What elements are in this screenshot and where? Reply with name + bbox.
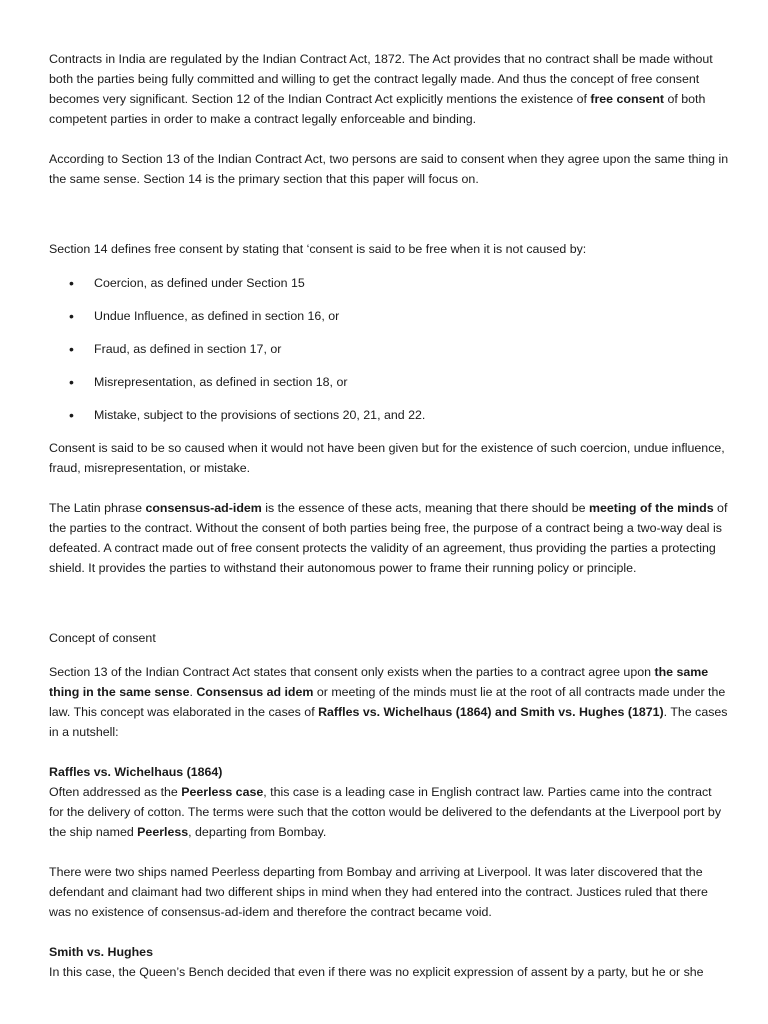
list-item-text: Fraud, as defined in section 17, or [94,342,282,356]
bold-text: free consent [590,92,665,106]
paragraph-section-14: Section 14 defines free consent by stating that ‘consent is said to be free when it is not caused by: [49,242,587,256]
paragraph-text: . [189,685,197,699]
list-item-text: Coercion, as defined under Section 15 [94,276,305,290]
bold-text: Consensus ad idem [196,685,314,699]
paragraph-text: , departing from Bombay. [188,825,327,839]
paragraph-text: of the parties to the contract. Without the consent of both parties being free, the purpose of a contract being a two-way deal is defeated. A contract made out of free consent protects the validity of an agreement, thus providing the parties a protecting shield. It provides the parties to withstand their autonomous power to frame their running policy or principle. [49,501,728,575]
case-title-raffles [49,762,729,782]
heading-concept-of-consent: Concept of consent [49,631,156,645]
bullet-icon: • [69,374,74,390]
bullet-icon: • [69,308,74,324]
list-item-text: Misrepresentation, as defined in section 18, or [94,375,348,389]
paragraph-text: is the essence of these acts, meaning that there should be [261,501,589,515]
bullet-icon: • [69,275,74,291]
list-item-text: Mistake, subject to the provisions of sections 20, 21, and 22. [94,408,426,422]
paragraph-text: Contracts in India are regulated by the Indian Contract Act, 1872. The Act provides that no contract shall be made without both the parties being fully committed and willing to get the contract legally made. And thus the concept of free consent becomes very significant. Section 12 of the Indian Contract Act explicitly mentions the existence of [49,52,713,106]
bold-text: the same thing in the same sense [49,665,709,699]
spacer [49,259,729,273]
bold-text: Raffles vs. Wichelhaus (1864) and Smith vs. Hughes (1871) [318,705,664,719]
paragraph-section-13: According to Section 13 of the Indian Contract Act, two persons are said to consent when they agree upon the same thing in the same sense. Section 14 is the primary section that this paper will focus on. [49,152,729,186]
paragraph-text: The Latin phrase [49,501,146,515]
paragraph-text: Often addressed as the [49,785,182,799]
case-title-smith [49,942,729,962]
bold-text: Peerless case [181,785,264,799]
spacer [49,922,729,942]
list-item [49,339,729,359]
paragraph-text: , this case is a leading case in English contract law. Parties came into the contract for the delivery of cotton. The terms were such that the cotton would be delivered to the defendants at the Liverpool port by the ship named [49,785,722,839]
paragraph-smith: In this case, the Queen’s Bench decided that even if there was no explicit expression of assent by a party, but he or she [49,965,704,979]
spacer [49,129,729,149]
list-item [49,273,729,293]
bold-text: Raffles vs. Wichelhaus (1864) [49,765,223,779]
bullet-icon: • [69,407,74,423]
bullet-icon: • [69,341,74,357]
paragraph-intro [49,49,729,129]
paragraph-text: or meeting of the minds must lie at the root of all contracts made under the law. This concept was elaborated in the cases of [49,685,726,719]
paragraph-text: . The cases in a nutshell: [49,705,728,739]
list-item [49,306,729,326]
bullet-list [49,273,729,425]
paragraph-raffles [49,782,729,842]
list-item-text: Undue Influence, as defined in section 16, or [94,309,340,323]
paragraph-two-ships: There were two ships named Peerless departing from Bombay and arriving at Liverpool. It was later discovered that the defendant and claimant had two different ships in mind when they had entered into the contract. Justices ruled that there was no existence of consensus-ad-idem and therefore the contract became void. [49,865,708,919]
document-page [49,49,729,982]
bold-text: Peerless [137,825,189,839]
spacer [49,478,729,498]
list-item [49,405,729,425]
spacer [49,742,729,762]
spacer [49,648,729,662]
bold-text: consensus-ad-idem [145,501,262,515]
paragraph-consent-caused: Consent is said to be so caused when it would not have been given but for the existence of such coercion, undue influence, fraud, misrepresentation, or mistake. [49,441,725,475]
list-item [49,372,729,392]
spacer [49,578,729,628]
paragraph-text: of both competent parties in order to make a contract legally enforceable and binding. [49,92,706,126]
bold-text: Smith vs. Hughes [49,945,153,959]
paragraph-concept [49,662,729,742]
spacer [49,189,729,239]
spacer [49,842,729,862]
paragraph-text: Section 13 of the Indian Contract Act states that consent only exists when the parties to a contract agree upon [49,665,655,679]
bold-text: meeting of the minds [589,501,714,515]
paragraph-latin-phrase [49,498,729,578]
